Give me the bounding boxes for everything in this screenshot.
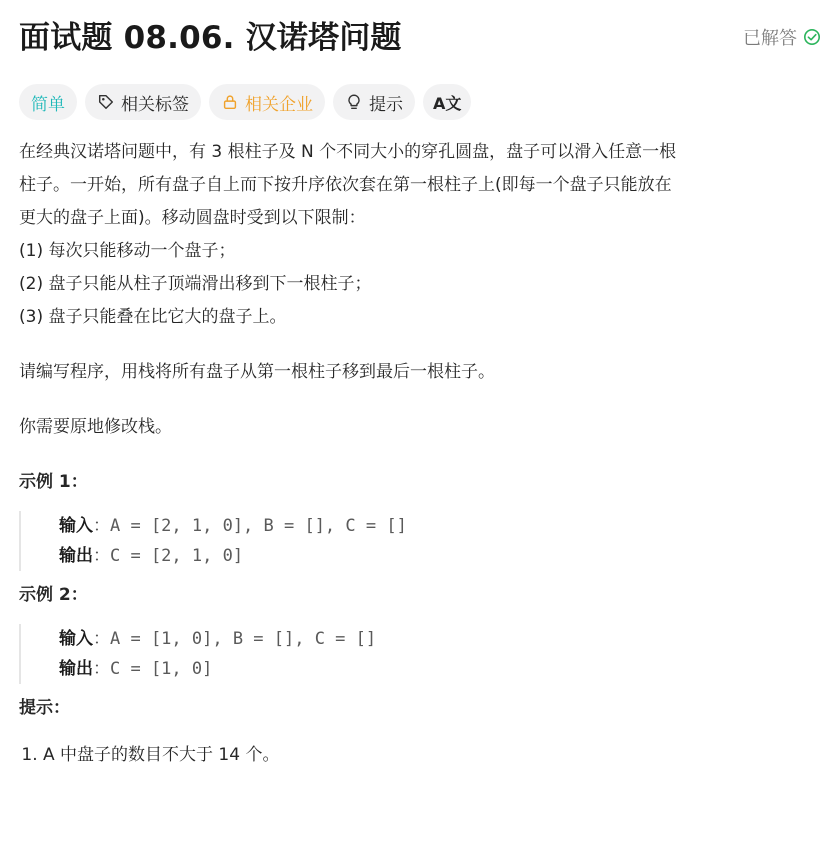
related-topics-label: 相关标签 xyxy=(121,94,189,115)
hints-button[interactable] xyxy=(333,84,415,120)
input-label: 输入 xyxy=(59,516,93,536)
rule-item: (1) 每次只能移动一个盘子； xyxy=(19,241,236,261)
translate-icon: A文 xyxy=(433,93,462,113)
output-label: 输出 xyxy=(59,659,93,679)
rule-item: (3) 盘子只能叠在比它大的盘子上。 xyxy=(19,307,287,327)
related-companies-label: 相关企业 xyxy=(245,94,313,115)
task-text: 请编写程序，用栈将所有盘子从第一根柱子移到最后一根柱子。 xyxy=(19,362,495,382)
lock-icon xyxy=(221,93,239,111)
input-label: 输入 xyxy=(59,629,93,649)
related-topics-button[interactable] xyxy=(85,84,201,120)
example-title: 示例 2： xyxy=(19,585,88,605)
constraints-list xyxy=(19,739,821,772)
example-output-row: 输出：C = [2, 1, 0] xyxy=(59,546,244,566)
output-value: C = [1, 0] xyxy=(110,659,213,679)
description-line: 柱子。一开始，所有盘子自上而下按升序依次套在第一根柱子上(即每一个盘子只能放在 xyxy=(19,175,672,195)
note-text: 你需要原地修改栈。 xyxy=(19,417,172,437)
tag-bar xyxy=(19,84,821,120)
tag-icon xyxy=(97,93,115,111)
problem-header xyxy=(19,0,821,74)
hints-label: 提示 xyxy=(369,94,403,115)
constraints-title: 提示： xyxy=(19,698,70,718)
translate-button[interactable] xyxy=(423,84,471,120)
solved-status[interactable] xyxy=(743,24,821,50)
input-value: A = [1, 0], B = [], C = [] xyxy=(110,629,377,649)
problem-description xyxy=(19,136,821,772)
description-line: 更大的盘子上面)。移动圆盘时受到以下限制： xyxy=(19,208,366,228)
example-title: 示例 1： xyxy=(19,472,88,492)
list-item: 1. A 中盘子的数目不大于 14 个。 xyxy=(43,739,821,772)
example-block xyxy=(19,511,821,571)
example-block xyxy=(19,624,821,684)
lightbulb-icon xyxy=(345,93,363,111)
example-output-row: 输出：C = [1, 0] xyxy=(59,659,213,679)
difficulty-badge[interactable] xyxy=(19,84,77,120)
input-value: A = [2, 1, 0], B = [], C = [] xyxy=(110,516,407,536)
output-label: 输出 xyxy=(59,546,93,566)
output-value: C = [2, 1, 0] xyxy=(110,546,244,566)
example-input-row: 输入：A = [1, 0], B = [], C = [] xyxy=(59,629,377,649)
check-circle-icon xyxy=(803,28,821,46)
rule-item: (2) 盘子只能从柱子顶端滑出移到下一根柱子； xyxy=(19,274,372,294)
difficulty-label: 简单 xyxy=(31,94,65,115)
related-companies-button[interactable] xyxy=(209,84,325,120)
example-input-row: 输入：A = [2, 1, 0], B = [], C = [] xyxy=(59,516,407,536)
solved-status-label: 已解答 xyxy=(743,28,797,49)
problem-title[interactable]: 面试题 08.06. 汉诺塔问题 xyxy=(19,20,402,56)
description-line: 在经典汉诺塔问题中，有 3 根柱子及 N 个不同大小的穿孔圆盘，盘子可以滑入任意一根 xyxy=(19,142,677,162)
